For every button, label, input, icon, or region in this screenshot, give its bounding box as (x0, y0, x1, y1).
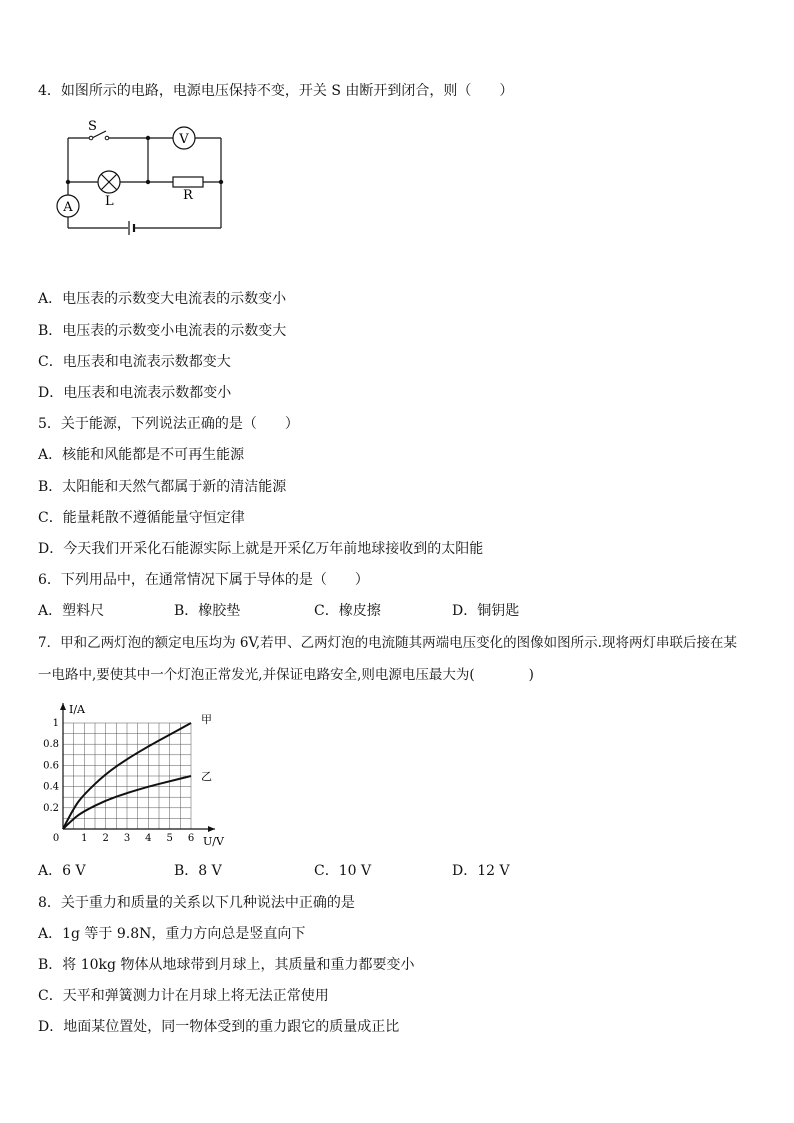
q4-option-b: B．电压表的示数变小电流表的示数变大 (38, 323, 287, 339)
q8-option-c: C．天平和弹簧测力计在月球上将无法正常使用 (38, 988, 329, 1004)
resistor-label: R (183, 188, 193, 203)
q8-option-a: A．1g 等于 9.8N，重力方向总是竖直向下 (38, 926, 306, 942)
y-tick-label: 1 (52, 718, 59, 729)
y-axis-arrow (60, 703, 66, 710)
q7-option-c: C．10 V (314, 863, 372, 879)
series-label-yi: 乙 (201, 770, 212, 783)
q8-option-b: B．将 10kg 物体从地球带到月球上，其质量和重力都要变小 (38, 957, 415, 973)
q5-option-a: A．核能和风能都是不可再生能源 (38, 447, 245, 463)
q6-option-d: D．铜钥匙 (452, 603, 520, 619)
q8-stem: 8．关于重力和质量的关系以下几种说法中正确的是 (38, 895, 355, 911)
q8-option-d: D．地面某位置处，同一物体受到的重力跟它的质量成正比 (38, 1019, 400, 1035)
x-tick-label: 1 (81, 833, 88, 844)
x-tick-label: 6 (187, 833, 195, 844)
ammeter-label: A (63, 200, 73, 215)
y-tick-label: 0.2 (43, 802, 59, 814)
switch-label: S (88, 119, 97, 134)
y-axis-label: I/A (69, 703, 85, 716)
y-tick-label: 0.6 (43, 760, 59, 772)
q6-option-a: A．塑料尺 (38, 603, 105, 619)
q4-stem: 4．如图所示的电路，电源电压保持不变，开关 S 由断开到闭合，则（ ） (38, 83, 514, 99)
q7-stem-line1: 7．甲和乙两灯泡的额定电压均为 6V,若甲、乙两灯泡的电流随其两端电压变化的图像如图所示.现将两灯串联后接在某 (38, 635, 737, 651)
x-axis-arrow (208, 826, 215, 832)
x-axis-label: U/V (203, 835, 224, 848)
q6-option-c: C．橡皮擦 (314, 603, 381, 619)
x-tick-label: 2 (102, 833, 109, 844)
iu-graph (36, 695, 226, 855)
q4-option-d: D．电压表和电流表示数都变小 (38, 385, 232, 401)
x-tick-label: 3 (123, 833, 131, 844)
q5-option-d: D．今天我们开采化石能源实际上就是开采亿万年前地球接收到的太阳能 (38, 541, 484, 557)
q5-option-b: B．太阳能和天然气都属于新的清洁能源 (38, 479, 287, 495)
q7-option-b: B．8 V (174, 863, 222, 879)
q7-option-d: D．12 V (452, 863, 510, 879)
q4-circuit-diagram (48, 112, 238, 242)
x-tick-label: 4 (145, 833, 152, 844)
q5-option-c: C．能量耗散不遵循能量守恒定律 (38, 510, 245, 526)
x-tick-label: 0 (52, 833, 60, 844)
q7-stem-line2: 一电路中,要使其中一个灯泡正常发光,并保证电路安全,则电源电压最大为( ) (38, 667, 534, 683)
lamp-label: L (105, 194, 114, 209)
lamp-symbol (98, 171, 120, 193)
q4-option-a: A．电压表的示数变大电流表的示数变小 (38, 291, 287, 307)
resistor-symbol (173, 177, 203, 187)
q7-option-a: A．6 V (38, 863, 86, 879)
battery-symbol (129, 221, 134, 235)
y-tick-label: 0.8 (43, 739, 59, 751)
x-tick-label: 5 (166, 833, 173, 844)
series-label-jia: 甲 (201, 713, 212, 726)
q6-options (38, 602, 758, 620)
voltmeter-label: V (179, 132, 189, 147)
q5-stem: 5．关于能源，下列说法正确的是（ ） (38, 416, 299, 432)
q7-options (38, 862, 758, 880)
q6-stem: 6．下列用品中，在通常情况下属于导体的是（ ） (38, 572, 369, 588)
q4-option-c: C．电压表和电流表示数都变大 (38, 354, 231, 370)
y-tick-label: 0.4 (43, 781, 59, 793)
q6-option-b: B．橡胶垫 (174, 603, 241, 619)
